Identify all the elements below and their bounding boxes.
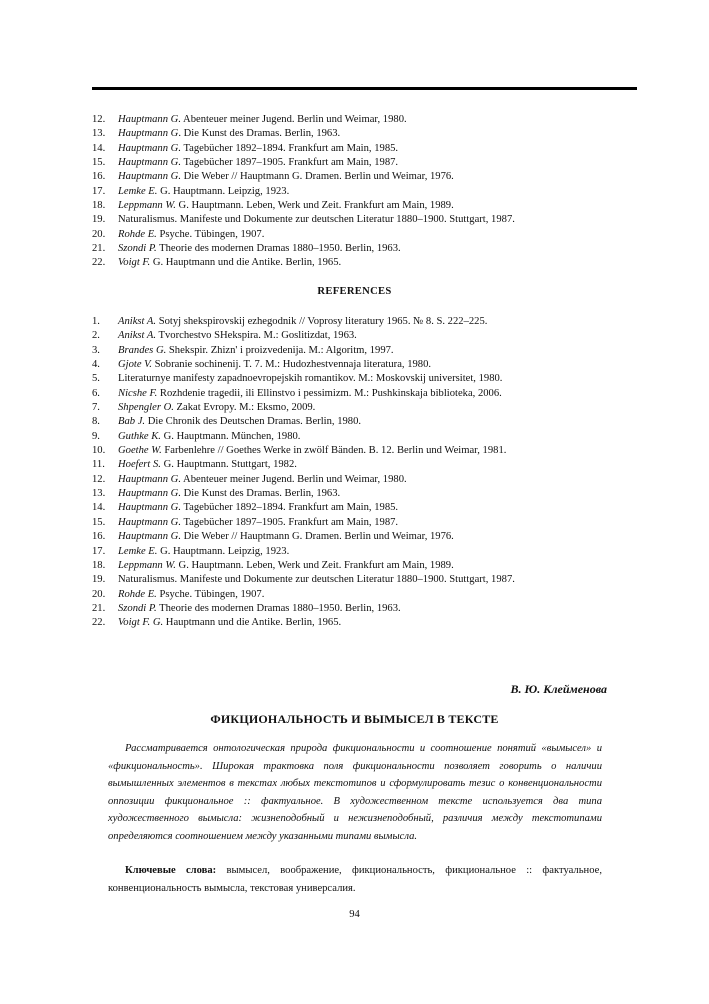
item-text: Tvorchestvo SHekspira. M.: Goslitizdat, 1963. — [156, 330, 357, 342]
item-number: 8. — [92, 416, 100, 428]
list-item — [92, 573, 652, 587]
item-author: Gjote V. — [118, 359, 152, 371]
list-item — [92, 344, 652, 358]
list-item — [92, 127, 652, 141]
item-text: Shekspir. Zhizn' i proizvedenija. M.: Algoritm, 1997. — [166, 344, 394, 356]
list-item — [92, 501, 652, 515]
list-item — [92, 487, 652, 501]
item-text: G. Hauptmann. Leipzig, 1923. — [157, 545, 290, 557]
article-author: В. Ю. Клейменова — [510, 682, 607, 696]
item-author: Hauptmann G. — [118, 171, 181, 183]
item-text: G. Hauptmann. Leben, Werk und Zeit. Frankfurt am Main, 1989. — [175, 200, 454, 212]
item-text: Hauptmann und die Antike. Berlin, 1965. — [163, 617, 342, 629]
item-number: 2. — [92, 330, 100, 342]
list-item — [92, 430, 652, 444]
item-number: 13. — [92, 488, 106, 500]
item-number: 10. — [92, 445, 106, 457]
item-author: Guthke K. — [118, 430, 161, 442]
list-item — [92, 415, 652, 429]
item-author: Hauptmann G. — [118, 473, 181, 485]
list-item — [92, 458, 652, 472]
item-number: 12. — [92, 114, 106, 125]
item-author: Anikst A. — [118, 316, 157, 327]
item-number: 14. — [92, 502, 106, 514]
item-author: Szondi P. — [118, 602, 157, 614]
item-text: Rozhdenie tragedii, ili Ellinstvo i pessimizm. M.: Pushkinskaja biblioteka, 2006. — [157, 387, 502, 399]
item-text: G. Hauptmann. Stuttgart, 1982. — [160, 459, 297, 471]
item-author: Brandes G. — [118, 344, 167, 356]
item-number: 15. — [92, 516, 106, 528]
item-text: Naturalismus. Manifeste und Dokumente zur deutschen Literatur 1880–1900. Stuttgart, 1987. — [118, 574, 515, 586]
list-item — [92, 113, 652, 127]
list-item — [92, 142, 652, 156]
list-item — [92, 616, 652, 630]
item-number: 19. — [92, 574, 106, 586]
item-author: Voigt F. — [118, 257, 151, 269]
list-item — [92, 199, 652, 213]
item-number: 18. — [92, 200, 106, 212]
item-text: Psyche. Tübingen, 1907. — [156, 588, 265, 600]
item-text: Tagebücher 1897–1905. Frankfurt am Main, 1987. — [180, 157, 399, 169]
list-item — [92, 516, 652, 530]
list-item — [92, 256, 652, 270]
item-author: Anikst A. — [118, 330, 157, 342]
item-text: Sotyj shekspirovskij ezhegodnik // Voprosy literatury 1965. № 8. S. 222–225. — [156, 316, 488, 327]
item-author: Hoefert S. — [118, 459, 161, 471]
item-author: Hauptmann G. — [118, 157, 181, 169]
list-item — [92, 602, 652, 616]
page-number: 94 — [349, 909, 360, 920]
item-number: 1. — [92, 316, 100, 327]
item-text: Tagebücher 1892–1894. Frankfurt am Main, 1985. — [180, 142, 399, 154]
keywords-text: вымысел, воображение, фикциональность, фикциональное :: фактуальное, конвенциональность вымысла, текстовая универсалия. — [108, 865, 603, 894]
item-number: 13. — [92, 128, 106, 140]
article-title: ФИКЦИОНАЛЬНОСТЬ И ВЫМЫСЕЛ В ТЕКСТЕ — [210, 712, 499, 726]
item-author: Rohde E. — [118, 228, 157, 240]
list-item — [92, 185, 652, 199]
item-author: Hauptmann G. — [118, 502, 181, 514]
item-author: Goethe W. — [118, 445, 162, 457]
item-text: G. Hauptmann. München, 1980. — [160, 430, 301, 442]
item-author: Bab J. — [118, 416, 146, 428]
item-text: Abenteuer meiner Jugend. Berlin und Weimar, 1980. — [180, 114, 407, 125]
item-author: Nicshe F. — [118, 387, 158, 399]
item-text: Psyche. Tübingen, 1907. — [156, 228, 265, 240]
list-item — [92, 156, 652, 170]
item-author: Hauptmann G. — [118, 142, 181, 154]
item-number: 19. — [92, 214, 106, 226]
list-item — [92, 228, 652, 242]
item-text: Die Weber // Hauptmann G. Dramen. Berlin und Weimar, 1976. — [180, 531, 454, 543]
item-number: 11. — [92, 459, 105, 471]
item-author: Lemke E. — [118, 545, 158, 557]
item-author: Shpengler O. — [118, 402, 174, 414]
item-text: Theorie des modernen Dramas 1880–1950. Berlin, 1963. — [156, 602, 401, 614]
item-number: 4. — [92, 359, 100, 371]
item-number: 14. — [92, 142, 106, 154]
references-list — [92, 315, 652, 631]
sources-list — [92, 113, 652, 271]
item-number: 21. — [92, 243, 106, 255]
keywords-label: Ключевые слова: — [125, 865, 217, 876]
list-item — [92, 242, 652, 256]
item-text: Tagebücher 1892–1894. Frankfurt am Main, 1985. — [180, 502, 399, 514]
item-text: Die Kunst des Dramas. Berlin, 1963. — [180, 488, 341, 500]
item-text: Literaturnye manifesty zapadnoevropejskih romantikov. M.: Moskovskij universitet, 1980. — [118, 373, 503, 385]
item-text: Die Weber // Hauptmann G. Dramen. Berlin und Weimar, 1976. — [180, 171, 454, 183]
list-item — [92, 358, 652, 372]
item-number: 17. — [92, 185, 106, 197]
item-text: . Die Kunst des Dramas. Berlin, 1963. — [178, 128, 341, 140]
item-number: 20. — [92, 588, 106, 600]
item-number: 16. — [92, 171, 106, 183]
abstract — [108, 740, 602, 846]
item-author: Rohde E. — [118, 588, 157, 600]
abstract-text: Рассматривается онтологическая природа фикциональности и соотношение понятий «вымысел» и «фикциональность». Широкая трактовка поля фикциональности позволяет говорить о наличии вымышленных элементов в текстах любых текстотипов и сформулировать тезис о конвенциональности оппозиции фикциональное :: фактуальное. В художественном тексте используется два типа художественного вымысла: жизнеподобный и нежизнеподобный, различия между текстотипами определяются соотношением между указанными типами вымысла. — [108, 743, 602, 842]
item-text: G. Hauptmann. Leipzig, 1923. — [157, 185, 290, 197]
item-author: Leppmann W. — [118, 200, 176, 212]
item-number: 17. — [92, 545, 106, 557]
item-number: 21. — [92, 602, 106, 614]
item-number: 12. — [92, 473, 106, 485]
item-author: Voigt F. G. — [118, 617, 164, 629]
list-item — [92, 387, 652, 401]
item-author: Hauptmann G — [118, 128, 179, 140]
item-number: 6. — [92, 387, 100, 399]
item-text: Abenteuer meiner Jugend. Berlin und Weimar, 1980. — [180, 473, 407, 485]
item-number: 5. — [92, 373, 100, 385]
list-item — [92, 588, 652, 602]
list-item — [92, 329, 652, 343]
item-author: Hauptmann G. — [118, 531, 181, 543]
top-rule — [92, 87, 637, 90]
item-author: Lemke E. — [118, 185, 158, 197]
item-text: Zakat Evropy. M.: Eksmo, 2009. — [173, 402, 316, 414]
references-heading: REFERENCES — [317, 286, 392, 297]
item-text: G. Hauptmann und die Antike. Berlin, 1965. — [150, 257, 342, 269]
list-item — [92, 559, 652, 573]
item-text: Sobranie sochinenij. T. 7. M.: Hudozhestvennaja literatura, 1980. — [151, 359, 432, 371]
item-number: 7. — [92, 402, 100, 414]
item-author: Hauptmann G. — [118, 516, 181, 528]
item-number: 15. — [92, 157, 106, 169]
item-text: Naturalismus. Manifeste und Dokumente zur deutschen Literatur 1880–1900. Stuttgart, 1987. — [118, 214, 515, 226]
item-text: Farbenlehre // Goethes Werke in zwölf Bänden. B. 12. Berlin und Weimar, 1981. — [161, 445, 507, 457]
list-item — [92, 315, 652, 329]
item-number: 18. — [92, 559, 106, 571]
item-author: Hauptmann G. — [118, 488, 181, 500]
item-text: Tagebücher 1897–1905. Frankfurt am Main, 1987. — [180, 516, 399, 528]
keywords — [108, 862, 602, 897]
item-text: G. Hauptmann. Leben, Werk und Zeit. Frankfurt am Main, 1989. — [175, 559, 454, 571]
item-author: Leppmann W. — [118, 559, 176, 571]
item-author: Szondi P. — [118, 243, 157, 255]
item-number: 20. — [92, 228, 106, 240]
list-item — [92, 401, 652, 415]
list-item — [92, 444, 652, 458]
item-number: 3. — [92, 344, 100, 356]
item-text: Die Chronik des Deutschen Dramas. Berlin, 1980. — [145, 416, 362, 428]
item-number: 9. — [92, 430, 100, 442]
item-number: 22. — [92, 257, 106, 269]
item-number: 16. — [92, 531, 106, 543]
item-author: Hauptmann G. — [118, 114, 181, 125]
list-item — [92, 473, 652, 487]
list-item — [92, 170, 652, 184]
list-item — [92, 213, 652, 227]
item-number: 22. — [92, 617, 106, 629]
list-item — [92, 545, 652, 559]
item-text: Theorie des modernen Dramas 1880–1950. Berlin, 1963. — [156, 243, 401, 255]
list-item — [92, 372, 652, 386]
list-item — [92, 530, 652, 544]
